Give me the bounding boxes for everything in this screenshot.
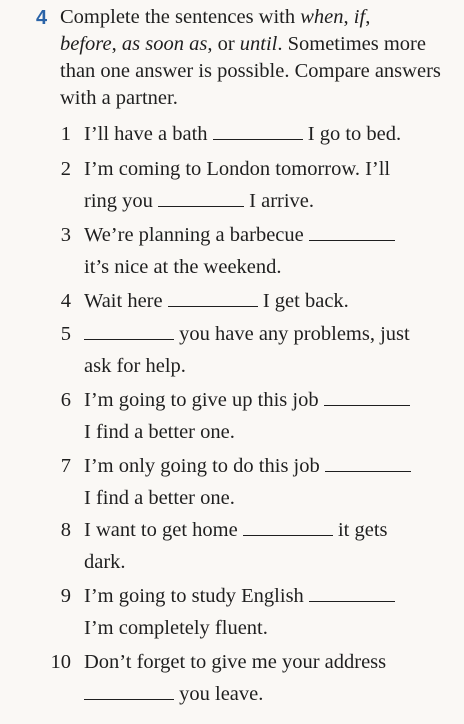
sentence-text: you leave. (174, 683, 264, 705)
sentence-text: I get back. (257, 290, 349, 312)
separator: , (365, 6, 371, 28)
sentence-line (84, 384, 410, 416)
sentence-text: I want to get home (84, 519, 243, 541)
sentence-text: I’m going to give up this job (84, 389, 324, 411)
item-number: 5 (60, 323, 71, 345)
sentence-text: I go to bed. (302, 123, 402, 145)
sentence-line (84, 318, 410, 350)
instructions-text: Complete the sentences with (60, 6, 301, 28)
word-when: when (300, 6, 344, 28)
sentence-text: it gets (332, 519, 388, 541)
answer-blank[interactable] (213, 121, 303, 140)
answer-blank[interactable] (84, 321, 174, 340)
sentence-text: We’re planning a barbecue (84, 224, 309, 246)
sentence-line (84, 514, 388, 546)
sentence-text: I’m going to study English (84, 585, 309, 607)
item-number: 2 (60, 158, 71, 180)
item-number: 7 (60, 455, 71, 477)
sentence-line (84, 219, 395, 251)
sentence-line (84, 580, 395, 612)
exercise-number: 4 (36, 7, 48, 29)
sentence-line: I’m coming to London tomorrow. I’ll (84, 158, 391, 180)
item-number: 3 (60, 224, 71, 246)
word-if: if (353, 6, 366, 28)
answer-blank[interactable] (243, 517, 333, 536)
answer-blank[interactable] (168, 288, 258, 307)
answer-blank[interactable] (309, 583, 395, 602)
word-as-soon-as: as soon as (121, 33, 208, 55)
item-number: 4 (60, 290, 71, 312)
item-number: 9 (60, 585, 71, 607)
sentence-line (84, 285, 349, 317)
sentence-line (84, 185, 314, 217)
sentence-line: I find a better one. (84, 487, 235, 509)
separator: , (343, 6, 354, 28)
sentence-line (84, 118, 401, 150)
answer-blank[interactable] (309, 222, 395, 241)
item-number: 10 (50, 651, 71, 673)
sentence-text: Wait here (84, 290, 168, 312)
sentence-line: ask for help. (84, 355, 186, 377)
item-number: 6 (60, 389, 71, 411)
answer-blank[interactable] (325, 453, 411, 472)
sentence-line: I’m completely fluent. (84, 617, 268, 639)
sentence-line: I find a better one. (84, 421, 235, 443)
sentence-line: it’s nice at the weekend. (84, 256, 282, 278)
sentence-text: I’ll have a bath (84, 123, 213, 145)
sentence-line (84, 450, 411, 482)
word-before: before (60, 33, 112, 55)
answer-blank[interactable] (324, 387, 410, 406)
word-until: until (239, 33, 278, 55)
separator: , (111, 33, 122, 55)
sentence-line (84, 678, 263, 710)
sentence-line: Don’t forget to give me your address (84, 651, 387, 673)
sentence-text: you have any problems, just (174, 323, 410, 345)
item-number: 8 (60, 519, 71, 541)
sentence-line: dark. (84, 551, 126, 573)
item-number: 1 (60, 123, 71, 145)
sentence-text: I arrive. (244, 190, 315, 212)
answer-blank[interactable] (158, 188, 244, 207)
answer-blank[interactable] (84, 681, 174, 700)
instructions-text: . Sometimes more than one answer is possible. Compare answers with a partner. (60, 33, 441, 109)
sentence-text: I’m only going to do this job (84, 455, 325, 477)
sentence-text: ring you (84, 190, 159, 212)
separator: , or (207, 33, 240, 55)
